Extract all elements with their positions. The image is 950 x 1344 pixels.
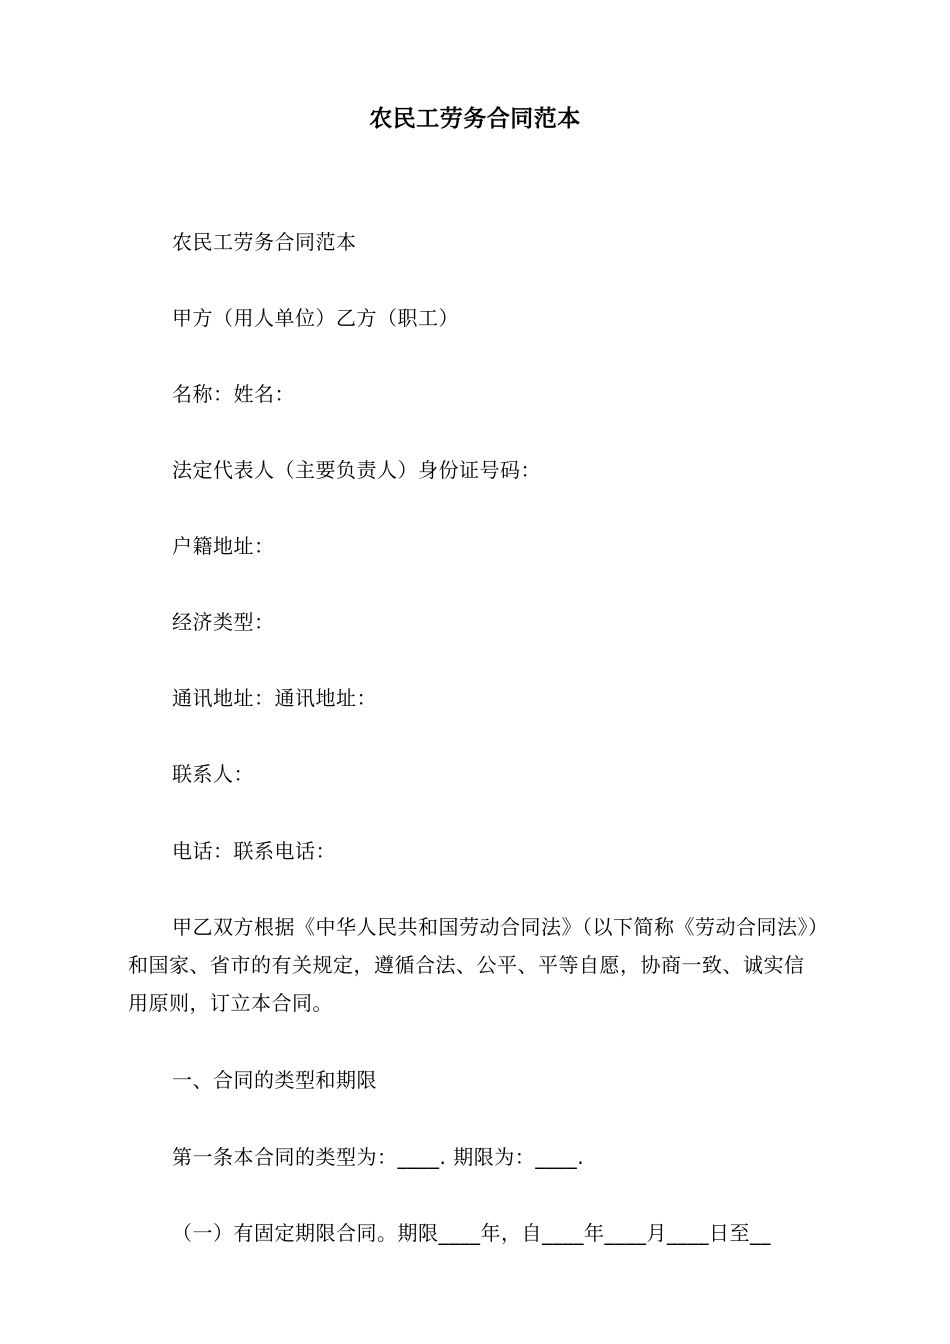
paragraph-text: 甲乙双方根据《中华人民共和国劳动合同法》（以下简称《劳动合同法》）和国家、省市的有关规定，遵循合法、公平、平等自愿，协商一致、诚实信用原则，订立本合同。 xyxy=(128,915,819,1015)
doc-section-heading: 一、合同的类型和期限 xyxy=(172,1068,377,1092)
doc-clause-1-item-1: （一）有固定期限合同。期限____年，自____年____月____日至__ xyxy=(172,1221,771,1245)
doc-line-mailing-address: 通讯地址：通讯地址： xyxy=(172,686,377,710)
doc-line-phone: 电话：联系电话： xyxy=(172,839,336,863)
doc-line-contact-person: 联系人： xyxy=(172,762,254,786)
doc-line-legal-representative: 法定代表人（主要负责人）身份证号码： xyxy=(172,458,541,482)
doc-line-household-address: 户籍地址： xyxy=(172,534,275,558)
doc-paragraph-intro xyxy=(128,908,820,1022)
doc-line-economic-type: 经济类型： xyxy=(172,610,275,634)
doc-clause-1: 第一条本合同的类型为：____. 期限为：____. xyxy=(172,1145,585,1169)
document-title: 农民工劳务合同范本 xyxy=(369,106,581,132)
doc-line-subtitle: 农民工劳务合同范本 xyxy=(172,230,357,254)
doc-line-parties: 甲方（用人单位）乙方（职工） xyxy=(172,306,459,330)
doc-line-name: 名称：姓名： xyxy=(172,382,295,406)
